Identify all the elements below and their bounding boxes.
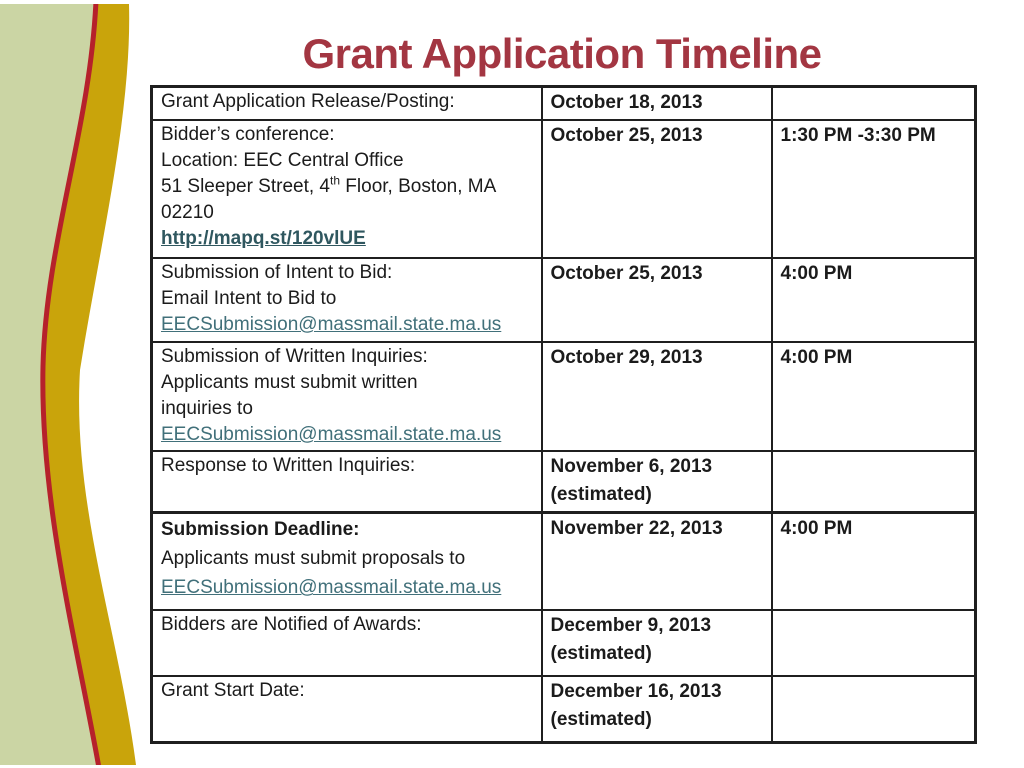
event-line: [161, 174, 534, 200]
email-link[interactable]: EECSubmission@massmail.state.ma.us: [161, 577, 502, 599]
time-text: 4:00 PM: [780, 346, 853, 368]
date-cell: [542, 120, 772, 258]
date-cell: [542, 342, 772, 452]
decorative-wave: [0, 4, 150, 765]
event-line: [161, 122, 534, 148]
time-cell: [772, 87, 976, 120]
event-line: [161, 678, 534, 704]
event-line: [161, 544, 534, 573]
event-cell: [152, 451, 542, 512]
event-cell: [152, 87, 542, 120]
event-line-text: Grant Start Date:: [161, 680, 305, 702]
time-cell: [772, 676, 976, 742]
event-line: [161, 226, 534, 252]
event-cell: [152, 258, 542, 342]
grant-timeline-table-body: [152, 87, 976, 743]
email-link[interactable]: EECSubmission@massmail.state.ma.us: [161, 424, 502, 446]
date-line: December 9, 2013: [550, 615, 712, 637]
date-line: October 25, 2013: [550, 262, 703, 284]
table-row: [152, 87, 976, 120]
event-line: [161, 200, 534, 226]
event-line-text: Bidders are Notified of Awards:: [161, 614, 422, 636]
event-cell: [152, 512, 542, 610]
date-line: (estimated): [550, 708, 652, 730]
ordinal-superscript: th: [330, 173, 341, 188]
date-cell: [542, 676, 772, 742]
time-cell: [772, 258, 976, 342]
date-line: December 16, 2013: [550, 681, 722, 703]
time-cell: [772, 120, 976, 258]
date-line: November 6, 2013: [550, 456, 713, 478]
time-cell: [772, 451, 976, 512]
date-cell: [542, 258, 772, 342]
event-line: [161, 344, 534, 370]
date-cell: [542, 87, 772, 120]
time-cell: [772, 342, 976, 452]
event-line-text: Applicants must submit written: [161, 371, 418, 393]
event-line: [161, 453, 534, 479]
time-cell: [772, 512, 976, 610]
event-line-text: Location: EEC Central Office: [161, 149, 404, 171]
event-cell: [152, 610, 542, 676]
page-title: Grant Application Timeline: [302, 30, 822, 77]
event-cell: [152, 342, 542, 452]
event-line: [161, 573, 534, 602]
table-row: [152, 512, 976, 610]
event-line: [161, 612, 534, 638]
event-line: [161, 312, 534, 338]
event-cell: [152, 120, 542, 258]
event-line: [161, 260, 534, 286]
event-line-text: 02210: [161, 202, 214, 224]
event-line-text: Grant Application Release/Posting:: [161, 91, 455, 112]
event-line: [161, 370, 534, 396]
event-line-text: 51 Sleeper Street, 4: [161, 175, 330, 197]
email-link[interactable]: EECSubmission@massmail.state.ma.us: [161, 313, 502, 335]
date-line: October 29, 2013: [550, 346, 703, 368]
event-line-text: Applicants must submit proposals to: [161, 547, 466, 569]
date-line: November 22, 2013: [550, 517, 723, 539]
table-row: [152, 676, 976, 742]
table-row: [152, 120, 976, 258]
event-line-text: Bidder’s conference:: [161, 123, 335, 145]
time-text: 1:30 PM -3:30 PM: [780, 124, 936, 146]
event-line-text: Submission of Written Inquiries:: [161, 345, 428, 367]
event-line-text: inquiries to: [161, 397, 253, 419]
time-text: 4:00 PM: [780, 517, 853, 539]
table-row: [152, 342, 976, 452]
time-text: 4:00 PM: [780, 262, 853, 284]
event-line: [161, 515, 534, 544]
event-line-text: Submission Deadline:: [161, 518, 360, 540]
event-line-text: Email Intent to Bid to: [161, 287, 337, 309]
event-line: [161, 148, 534, 174]
event-line: [161, 396, 534, 422]
map-link[interactable]: http://mapq.st/120vlUE: [161, 228, 366, 250]
event-cell: [152, 676, 542, 742]
table-row: [152, 610, 976, 676]
event-line: [161, 89, 534, 115]
event-line-text: Floor, Boston, MA: [340, 175, 497, 197]
event-line: [161, 422, 534, 448]
date-line: (estimated): [550, 642, 652, 664]
date-line: (estimated): [550, 483, 652, 505]
time-cell: [772, 610, 976, 676]
date-cell: [542, 610, 772, 676]
table-row: [152, 451, 976, 512]
event-line: [161, 286, 534, 312]
event-line-text: Response to Written Inquiries:: [161, 455, 416, 477]
date-line: October 25, 2013: [550, 124, 703, 146]
date-cell: [542, 512, 772, 610]
table-row: [152, 258, 976, 342]
date-cell: [542, 451, 772, 512]
event-line-text: Submission of Intent to Bid:: [161, 261, 393, 283]
grant-timeline-table: [150, 85, 977, 744]
date-line: October 18, 2013: [550, 92, 703, 113]
